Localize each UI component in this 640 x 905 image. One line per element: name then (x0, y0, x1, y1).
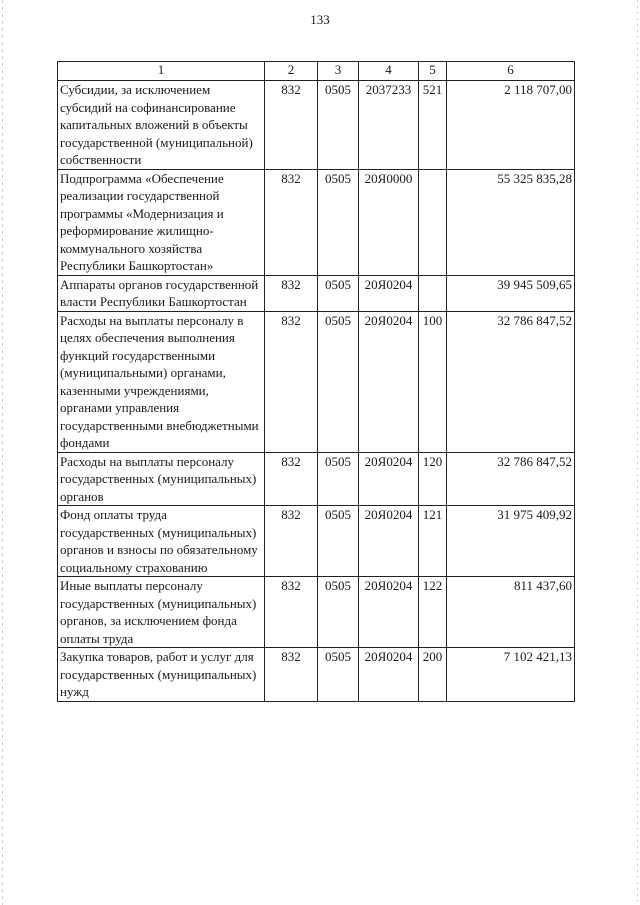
row-section: 0505 (318, 311, 359, 452)
header-col-1: 1 (58, 62, 265, 81)
row-section: 0505 (318, 81, 359, 170)
header-col-5: 5 (419, 62, 447, 81)
row-section: 0505 (318, 648, 359, 702)
row-amount: 55 325 835,28 (447, 169, 575, 275)
table-row (58, 169, 575, 275)
row-amount: 32 786 847,52 (447, 452, 575, 506)
budget-table (57, 61, 575, 702)
row-article: 20Я0204 (359, 648, 419, 702)
row-article: 20Я0204 (359, 452, 419, 506)
header-col-4: 4 (359, 62, 419, 81)
table-row (58, 311, 575, 452)
row-name: Субсидии, за исключением субсидий на софинансирование капитальных вложений в объекты государственной (муниципальной) собственности (58, 81, 265, 170)
row-expense-type: 122 (419, 577, 447, 648)
row-name: Расходы на выплаты персоналу государственных (муниципальных) органов (58, 452, 265, 506)
row-name: Подпрограмма «Обеспечение реализации государственной программы «Модернизация и реформирование жилищно-коммунального хозяйства Республики Башкортостан» (58, 169, 265, 275)
row-article: 2037233 (359, 81, 419, 170)
row-article: 20Я0204 (359, 577, 419, 648)
row-article: 20Я0204 (359, 311, 419, 452)
row-expense-type: 521 (419, 81, 447, 170)
row-ministry: 832 (265, 275, 318, 311)
row-section: 0505 (318, 506, 359, 577)
row-amount: 39 945 509,65 (447, 275, 575, 311)
row-section: 0505 (318, 452, 359, 506)
row-name: Фонд оплаты труда государственных (муниципальных) органов и взносы по обязательному социальному страхованию (58, 506, 265, 577)
row-amount: 7 102 421,13 (447, 648, 575, 702)
row-expense-type: 200 (419, 648, 447, 702)
table-header-row (58, 62, 575, 81)
row-section: 0505 (318, 169, 359, 275)
row-expense-type: 120 (419, 452, 447, 506)
row-expense-type (419, 169, 447, 275)
row-amount: 2 118 707,00 (447, 81, 575, 170)
row-amount: 32 786 847,52 (447, 311, 575, 452)
table-row (58, 506, 575, 577)
row-amount: 31 975 409,92 (447, 506, 575, 577)
row-section: 0505 (318, 275, 359, 311)
row-article: 20Я0204 (359, 275, 419, 311)
row-ministry: 832 (265, 311, 318, 452)
header-col-6: 6 (447, 62, 575, 81)
row-ministry: 832 (265, 648, 318, 702)
row-ministry: 832 (265, 452, 318, 506)
table-row (58, 81, 575, 170)
row-amount: 811 437,60 (447, 577, 575, 648)
header-col-2: 2 (265, 62, 318, 81)
table-row (58, 275, 575, 311)
table-row (58, 648, 575, 702)
row-expense-type: 100 (419, 311, 447, 452)
row-ministry: 832 (265, 577, 318, 648)
row-name: Закупка товаров, работ и услуг для государственных (муниципальных) нужд (58, 648, 265, 702)
table-row (58, 577, 575, 648)
scan-edge-right (637, 0, 638, 905)
scan-edge-left (2, 0, 3, 905)
row-ministry: 832 (265, 81, 318, 170)
page-number: 133 (310, 12, 330, 27)
row-article: 20Я0204 (359, 506, 419, 577)
row-name: Аппараты органов государственной власти Республики Башкортостан (58, 275, 265, 311)
row-ministry: 832 (265, 169, 318, 275)
row-name: Расходы на выплаты персоналу в целях обеспечения выполнения функций государственными (муниципальными) органами, казенными учреждениями, органами управления государственными внебюджетными фондами (58, 311, 265, 452)
table-row (58, 452, 575, 506)
row-section: 0505 (318, 577, 359, 648)
row-article: 20Я0000 (359, 169, 419, 275)
row-expense-type: 121 (419, 506, 447, 577)
row-expense-type (419, 275, 447, 311)
header-col-3: 3 (318, 62, 359, 81)
row-name: Иные выплаты персоналу государственных (муниципальных) органов, за исключением фонда оплаты труда (58, 577, 265, 648)
row-ministry: 832 (265, 506, 318, 577)
